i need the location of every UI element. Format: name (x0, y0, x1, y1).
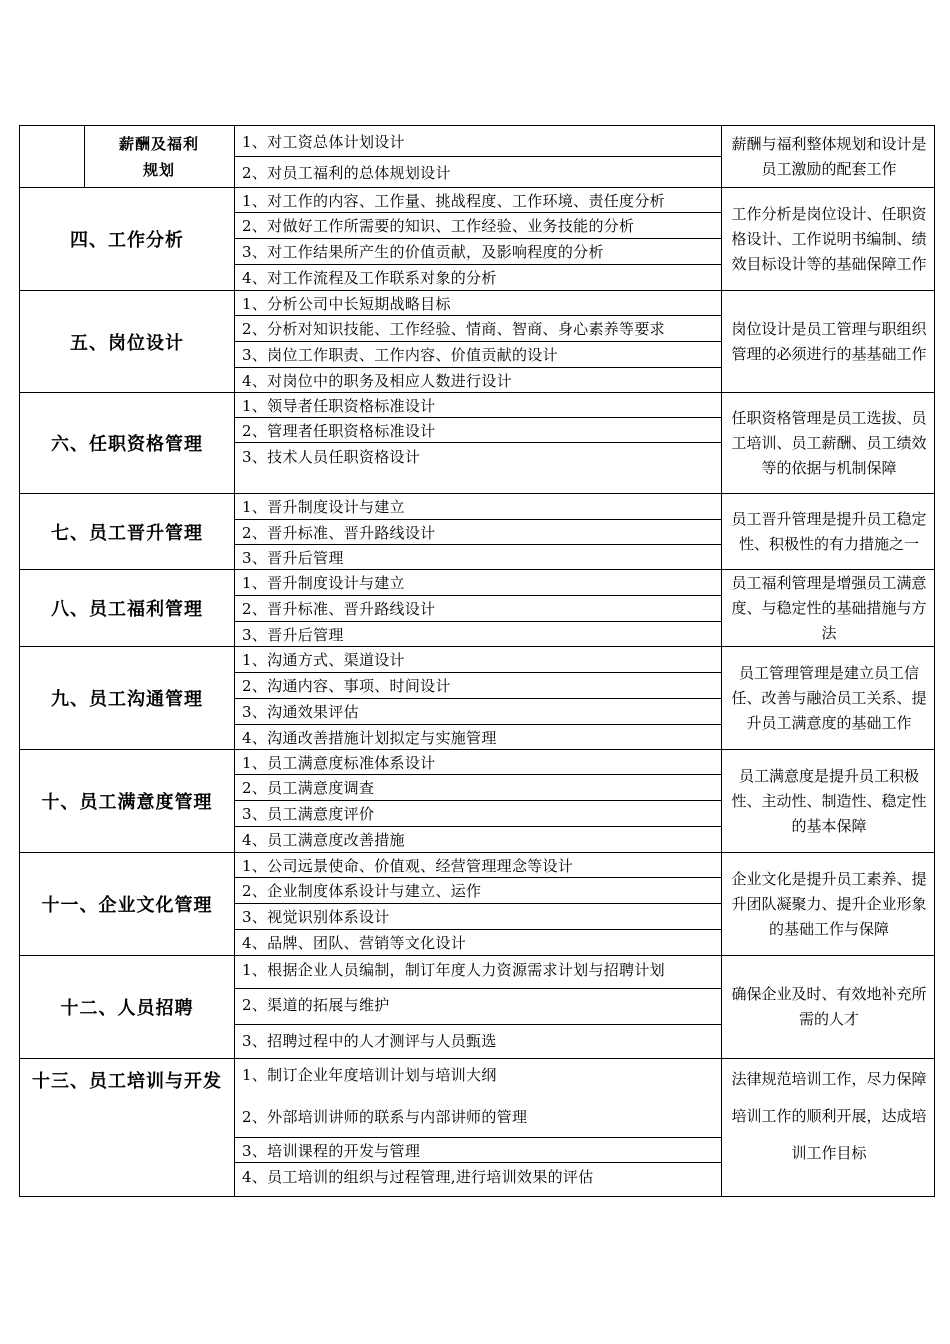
list-item: 3、员工满意度评价 (242, 805, 375, 823)
hr-plan-table (19, 125, 935, 1197)
list-item: 4、沟通改善措施计划拟定与实施管理 (242, 728, 497, 747)
list-item: 1、对工作的内容、工作量、挑战程度、工作环境、责任度分析 (242, 191, 665, 210)
list-item: 4、对岗位中的职务及相应人数进行设计 (242, 371, 512, 390)
list-item: 3、对工作结果所产生的价值贡献，及影响程度的分析 (242, 243, 604, 261)
list-item: 4、对工作流程及工作联系对象的分析 (242, 269, 497, 287)
list-item: 1、领导者任职资格标准设计 (242, 396, 436, 415)
list-item: 1、员工满意度标准体系设计 (242, 753, 436, 772)
list-item: 3、视觉识别体系设计 (242, 908, 390, 926)
section-note: 企业文化是提升员工素养、提升团队凝聚力、提升企业形象的基础工作与保障 (731, 869, 927, 938)
category-label: 五、岗位设计 (70, 332, 184, 354)
list-item: 2、渠道的拓展与维护 (242, 995, 390, 1014)
list-item: 3、沟通效果评估 (242, 703, 359, 721)
list-item: 2、沟通内容、事项、时间设计 (242, 677, 451, 695)
list-item: 1、晋升制度设计与建立 (242, 574, 405, 592)
section-note: 员工福利管理是增强员工满意度、与稳定性的基础措施与方法 (731, 573, 927, 642)
list-item: 2、晋升标准、晋升路线设计 (242, 523, 436, 542)
list-item: 2、企业制度体系设计与建立、运作 (242, 882, 482, 900)
category-label: 六、任职资格管理 (51, 434, 203, 455)
category-label: 七、员工晋升管理 (51, 522, 203, 544)
list-item: 2、员工满意度调查 (242, 779, 375, 797)
section-note: 任职资格管理是员工选拔、员工培训、员工薪酬、员工绩效等的依据与机制保障 (731, 408, 927, 477)
list-item: 1、公司远景使命、价值观、经营管理理念等设计 (242, 856, 574, 875)
category-label: 十一、企业文化管理 (41, 895, 213, 916)
section-note: 薪酬与福利整体规划和设计是员工激励的配套工作 (731, 134, 927, 178)
category-label: 八、员工福利管理 (51, 599, 203, 620)
category-label: 四、工作分析 (70, 230, 184, 251)
list-item: 3、技术人员任职资格设计 (242, 447, 421, 466)
section-note: 员工满意度是提升员工积极性、主动性、制造性、稳定性的基本保障 (731, 766, 927, 835)
section-note: 确保企业及时、有效地补充所需的人才 (731, 985, 927, 1028)
section-note: 法律规范培训工作，尽力保障培训工作的顺利开展，达成培训工作目标 (731, 1070, 927, 1162)
section-note: 员工晋升管理是提升员工稳定性、积极性的有力措施之一 (731, 509, 927, 553)
list-item: 3、晋升后管理 (242, 625, 344, 644)
list-item: 1、制订企业年度培训计划与培训大纲 (242, 1065, 497, 1084)
list-item: 3、招聘过程中的人才测评与人员甄选 (242, 1031, 497, 1050)
list-item: 1、对工资总体计划设计 (242, 132, 405, 151)
list-item: 2、管理者任职资格标准设计 (242, 421, 436, 440)
list-item: 4、品牌、团队、营销等文化设计 (242, 934, 467, 952)
category-label: 十、员工满意度管理 (41, 792, 213, 813)
list-item: 4、员工满意度改善措施 (242, 831, 405, 849)
list-item: 2、外部培训讲师的联系与内部讲师的管理 (242, 1107, 528, 1126)
list-item: 3、晋升后管理 (242, 548, 344, 567)
category-label: 薪酬及福利规划 (118, 134, 199, 179)
section-note: 岗位设计是员工管理与职组织管理的必须进行的基基础工作 (731, 319, 927, 363)
list-item: 2、分析对知识技能、工作经验、情商、智商、身心素养等要求 (242, 320, 665, 338)
category-label: 九、员工沟通管理 (51, 689, 203, 710)
list-item: 2、对员工福利的总体规划设计 (242, 163, 451, 182)
category-label: 十二、人员招聘 (60, 998, 194, 1019)
list-item: 2、晋升标准、晋升路线设计 (242, 600, 436, 618)
list-item: 1、分析公司中长短期战略目标 (242, 294, 451, 313)
list-item: 3、培训课程的开发与管理 (242, 1141, 421, 1160)
list-item: 4、员工培训的组织与过程管理,进行培训效果的评估 (242, 1167, 594, 1186)
section-note: 工作分析是岗位设计、任职资格设计、工作说明书编制、绩效目标设计等的基础保障工作 (731, 204, 927, 273)
list-item: 1、根据企业人员编制，制订年度人力资源需求计划与招聘计划 (242, 960, 665, 979)
list-item: 2、对做好工作所需要的知识、工作经验、业务技能的分析 (242, 217, 635, 235)
list-item: 1、晋升制度设计与建立 (242, 498, 405, 516)
category-label: 十三、员工培训与开发 (32, 1071, 222, 1092)
list-item: 1、沟通方式、渠道设计 (242, 651, 405, 669)
section-note: 员工管理管理是建立员工信任、改善与融洽员工关系、提升员工满意度的基础工作 (731, 663, 927, 732)
list-item: 3、岗位工作职责、工作内容、价值贡献的设计 (242, 346, 558, 364)
